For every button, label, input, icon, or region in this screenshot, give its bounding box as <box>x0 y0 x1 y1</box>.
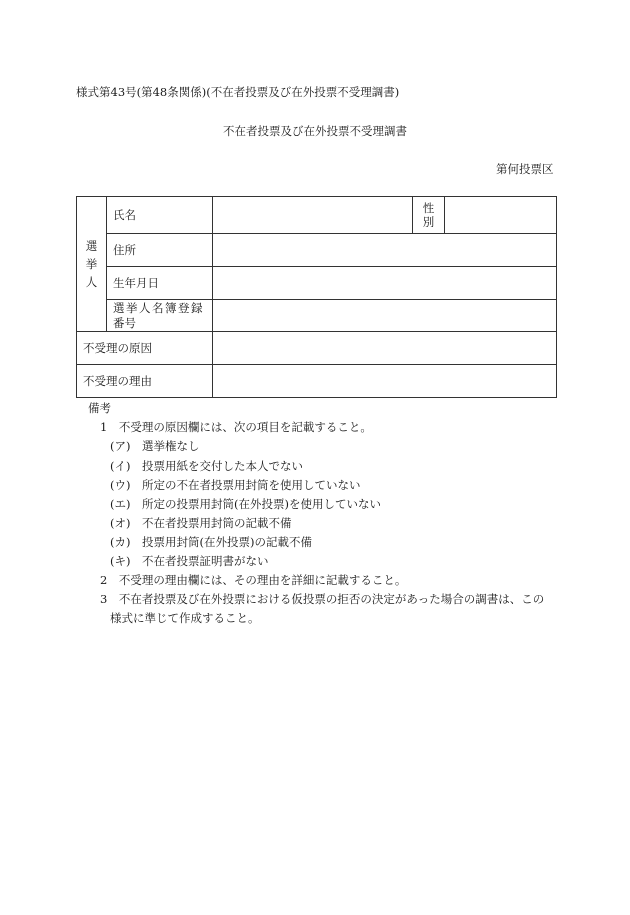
rejection-cause-label: 不受理の原因 <box>77 332 213 365</box>
remarks-heading: 備考 <box>88 401 111 415</box>
remarks-subitem: (カ) 投票用封筒(在外投票)の記載不備 <box>110 535 312 549</box>
voter-label-char: 人 <box>85 275 98 289</box>
remarks-subitem: (イ) 投票用紙を交付した本人でない <box>110 459 303 473</box>
table-row-registry <box>77 300 557 332</box>
name-field[interactable] <box>213 197 413 234</box>
rejection-record-table <box>76 196 557 398</box>
document-title: 不在者投票及び在外投票不受理調書 <box>223 124 407 138</box>
remarks-subitem: (エ) 所定の投票用封筒(在外投票)を使用していない <box>110 497 381 511</box>
name-label: 氏名 <box>107 197 213 234</box>
sex-label <box>413 197 445 234</box>
sex-label-char: 別 <box>422 215 435 229</box>
remarks-subitem: (オ) 不在者投票用封筒の記載不備 <box>110 516 292 530</box>
registry-number-field[interactable] <box>213 300 557 332</box>
remarks-subitem: (ウ) 所定の不在者投票用封筒を使用していない <box>110 478 361 492</box>
remarks-item-3: 3 不在者投票及び在外投票における仮投票の拒否の決定があった場合の調書は、この <box>100 592 545 606</box>
table-row-cause <box>77 332 557 365</box>
rejection-cause-field[interactable] <box>213 332 557 365</box>
remarks-item-3-continuation: 様式に準じて作成すること。 <box>110 611 260 625</box>
rejection-reason-label: 不受理の理由 <box>77 365 213 398</box>
registry-label-line: 番号 <box>113 315 136 330</box>
polling-district-label: 第何投票区 <box>496 162 554 176</box>
form-reference: 様式第43号(第48条関係)(不在者投票及び在外投票不受理調書) <box>76 85 400 99</box>
voter-label <box>77 197 107 332</box>
registry-number-label <box>107 300 213 332</box>
address-label: 住所 <box>107 234 213 267</box>
remarks-subitem: (キ) 不在者投票証明書がない <box>110 554 269 568</box>
sex-label-char: 性 <box>422 201 435 215</box>
remarks-item-1: 1 不受理の原因欄には、次の項目を記載すること。 <box>100 420 372 434</box>
remarks-subitem: (ア) 選挙権なし <box>110 439 200 453</box>
table-row-name <box>77 197 557 234</box>
remarks-item-2: 2 不受理の理由欄には、その理由を詳細に記載すること。 <box>100 573 407 587</box>
sex-field[interactable] <box>445 197 557 234</box>
table-row-address <box>77 234 557 267</box>
address-field[interactable] <box>213 234 557 267</box>
birth-date-field[interactable] <box>213 267 557 300</box>
voter-label-char: 挙 <box>85 257 98 271</box>
voter-label-char: 選 <box>85 239 98 253</box>
registry-label-line: 選挙人名簿登録 <box>113 300 204 315</box>
rejection-reason-field[interactable] <box>213 365 557 398</box>
table-row-reason <box>77 365 557 398</box>
table-row-birth <box>77 267 557 300</box>
birth-date-label: 生年月日 <box>107 267 213 300</box>
